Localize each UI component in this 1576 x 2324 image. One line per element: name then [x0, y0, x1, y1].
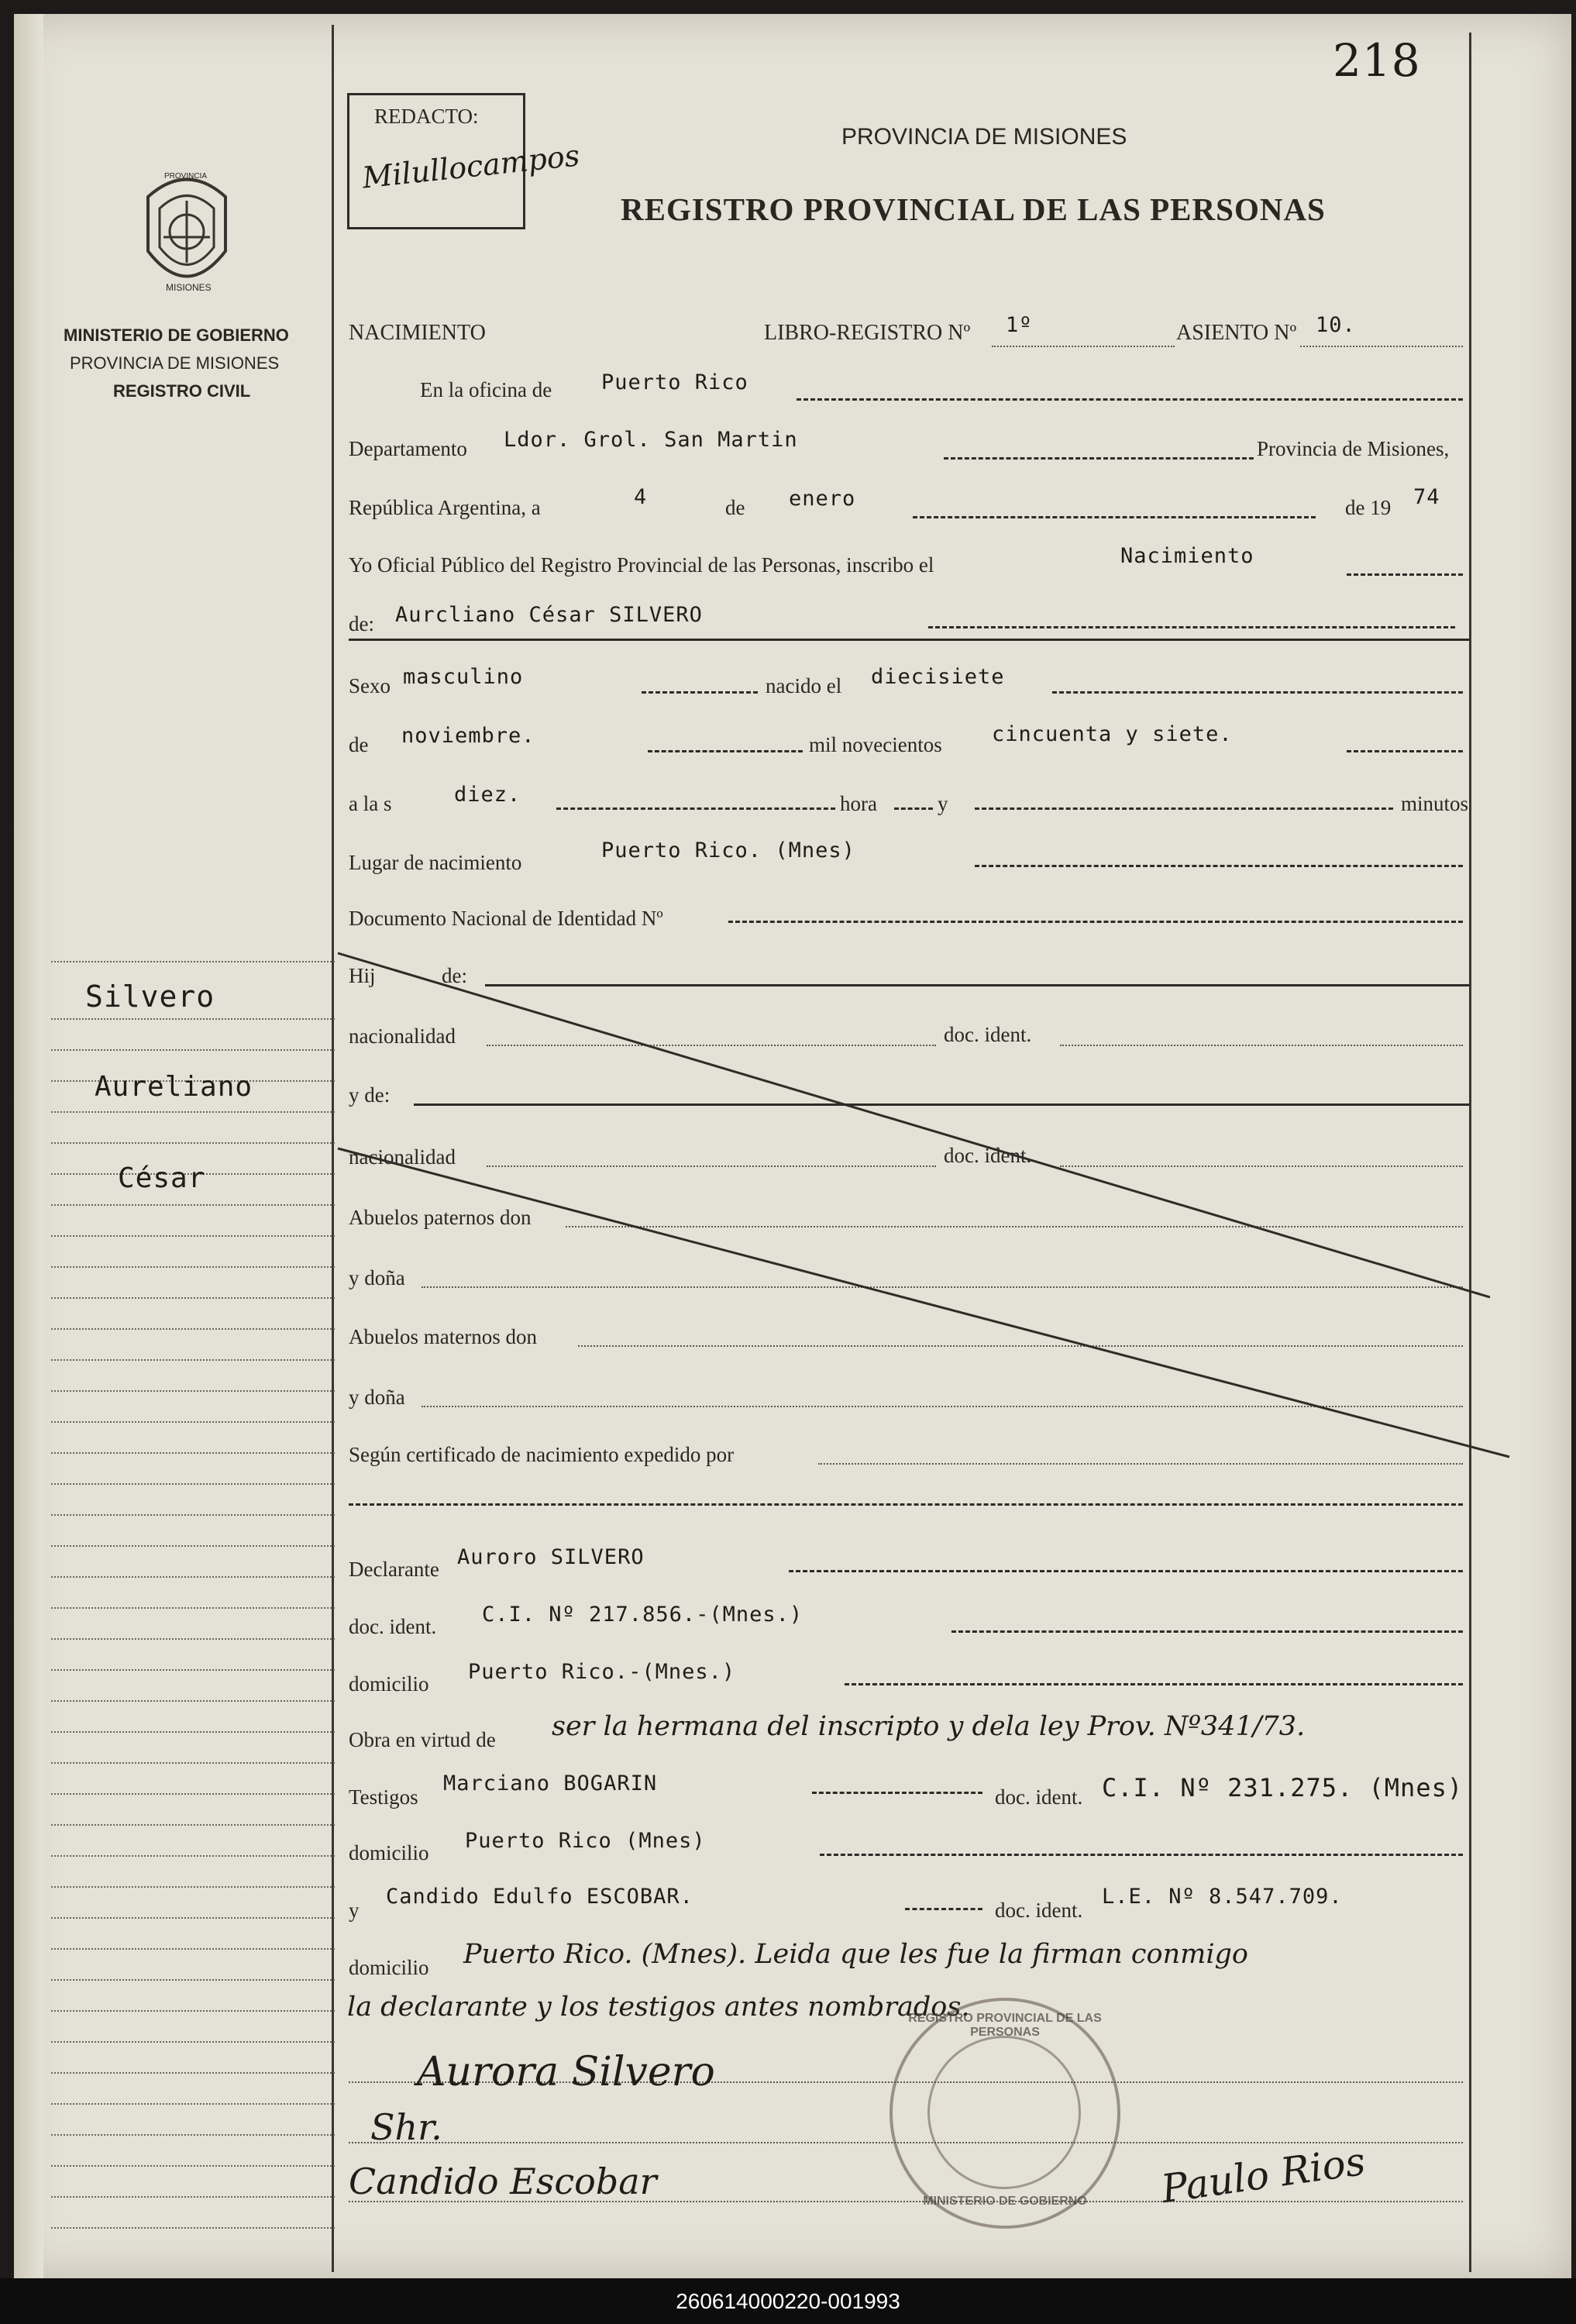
- sexo-value: masculino: [403, 665, 524, 689]
- closing-text: la declarante y los testigos antes nombrados.: [347, 1992, 970, 2023]
- redacto-label: REDACTO:: [374, 105, 479, 128]
- departamento-value: Ldor. Grol. San Martin: [504, 428, 798, 452]
- ministry-line-2: PROVINCIA DE MISIONES: [70, 353, 280, 373]
- document-page: [14, 14, 1571, 2278]
- domicilio-3-label: domicilio: [349, 1956, 429, 1979]
- docident-3-value: C.I. Nº 217.856.-(Mnes.): [482, 1603, 803, 1627]
- docident-3-label: doc. ident.: [349, 1615, 437, 1638]
- oficina-label: En la oficina de: [420, 378, 552, 401]
- declarante-value: Auroro SILVERO: [457, 1545, 645, 1569]
- nacido-label: nacido el: [766, 674, 842, 697]
- signature-testigo-2: Candido Escobar: [349, 2160, 657, 2202]
- docident-2-label: doc. ident.: [944, 1144, 1032, 1167]
- testigo-1-value: Marciano BOGARIN: [443, 1771, 658, 1796]
- libro-value: 1º: [1006, 313, 1033, 337]
- yde-label: y de:: [349, 1083, 391, 1107]
- signature-oficial: Paulo Rios: [1158, 2138, 1368, 2212]
- nacionalidad-2-label: nacionalidad: [349, 1145, 456, 1169]
- asiento-label: ASIENTO Nº: [1176, 321, 1297, 345]
- mes-nacimiento: noviembre.: [401, 724, 535, 748]
- mil-label: mil novecientos: [809, 733, 942, 756]
- hij-de-label: de:: [442, 964, 467, 987]
- scan-id-footer: 260614000220-001993: [0, 2278, 1576, 2324]
- domicilio-1-label: domicilio: [349, 1672, 429, 1696]
- seal-top-text: PROVINCIA: [164, 172, 208, 181]
- asiento-value: 10.: [1316, 313, 1356, 337]
- docident-5-value: L.E. Nº 8.547.709.: [1102, 1885, 1343, 1909]
- alas-label: a la s: [349, 792, 392, 815]
- testigo-2-value: Candido Edulfo ESCOBAR.: [386, 1885, 693, 1909]
- margin-note-first-name: Aureliano: [95, 1071, 253, 1103]
- oficina-value: Puerto Rico: [601, 370, 748, 394]
- record-type: NACIMIENTO: [349, 321, 486, 345]
- de-anio-label: de 19: [1345, 496, 1392, 519]
- oficial-value: Nacimiento: [1120, 544, 1254, 568]
- margin-note-surname: Silvero: [85, 980, 215, 1014]
- obra-label: Obra en virtud de: [349, 1728, 496, 1751]
- departamento-label: Departamento: [349, 437, 467, 460]
- anio-value: 74: [1413, 485, 1440, 509]
- provincia-label: Provincia de Misiones,: [1257, 437, 1450, 460]
- declarante-dash: [789, 1570, 1463, 1572]
- libro-label: LIBRO-REGISTRO Nº: [764, 321, 971, 345]
- declarante-label: Declarante: [349, 1558, 439, 1581]
- docident-4-value: C.I. Nº 231.275. (Mnes): [1102, 1773, 1464, 1802]
- nacionalidad-1-label: nacionalidad: [349, 1024, 456, 1048]
- domicilio-3-value: Puerto Rico. (Mnes). Leida que les fue la firman conmigo: [463, 1939, 1248, 1970]
- de-label: de: [725, 496, 745, 519]
- minutos-label: minutos: [1401, 792, 1469, 815]
- republica-label: República Argentina, a: [349, 496, 541, 519]
- docident-4-label: doc. ident.: [995, 1785, 1083, 1809]
- redacto-signature: Milullocampos: [360, 138, 582, 195]
- page-title: REGISTRO PROVINCIAL DE LAS PERSONAS: [621, 191, 1326, 227]
- page-number: 218: [1333, 34, 1421, 87]
- oficial-label: Yo Oficial Público del Registro Provincial de las Personas, inscribo el: [349, 553, 934, 577]
- anio-nacimiento: cincuenta y siete.: [992, 722, 1233, 746]
- sexo-label: Sexo: [349, 674, 391, 697]
- hij-label: Hij: [349, 964, 376, 987]
- official-stamp: [890, 1998, 1120, 2229]
- ydona-1-label: y doña: [349, 1266, 405, 1289]
- testigo-2-dash: [905, 1908, 982, 1910]
- docident-5-label: doc. ident.: [995, 1899, 1083, 1922]
- ministry-line-1: MINISTERIO DE GOBIERNO: [64, 325, 289, 345]
- domicilio-1-value: Puerto Rico.-(Mnes.): [468, 1660, 736, 1684]
- nacido-value: diecisiete: [871, 665, 1005, 689]
- docident-3-dash: [951, 1630, 1463, 1633]
- abuelos-maternos-label: Abuelos maternos don: [349, 1325, 537, 1348]
- y-label: y: [938, 792, 948, 815]
- testigos-label: Testigos: [349, 1785, 418, 1809]
- domicilio-2-value: Puerto Rico (Mnes): [465, 1829, 706, 1853]
- inscripto-nombre: Aurcliano César SILVERO: [395, 603, 703, 627]
- dni-label: Documento Nacional de Identidad Nº: [349, 907, 663, 930]
- abuelos-paternos-label: Abuelos paternos don: [349, 1206, 532, 1229]
- header-province: PROVINCIA DE MISIONES: [841, 124, 1127, 150]
- lugar-label: Lugar de nacimiento: [349, 851, 522, 874]
- signature-testigo-1: Shr.: [370, 2106, 442, 2148]
- de-label-2: de:: [349, 612, 374, 635]
- ydona-2-label: y doña: [349, 1386, 405, 1409]
- dia-value: 4: [634, 485, 648, 509]
- obra-value: ser la hermana del inscripto y dela ley Prov. Nº341/73.: [552, 1711, 1306, 1742]
- testigo-1-dash: [812, 1792, 982, 1794]
- certificado-label: Según certificado de nacimiento expedido por: [349, 1443, 735, 1466]
- mes-value: enero: [789, 487, 856, 511]
- hora-value: diez.: [454, 783, 521, 807]
- stamp-bottom-text: MINISTERIO DE GOBIERNO: [923, 2195, 1087, 2208]
- domicilio-2-label: domicilio: [349, 1841, 429, 1864]
- stamp-top-text: REGISTRO PROVINCIAL DE LAS PERSONAS: [908, 2012, 1102, 2039]
- margin-note-second-name: César: [118, 1162, 206, 1194]
- domicilio-1-dash: [845, 1683, 1463, 1685]
- docident-1-label: doc. ident.: [944, 1023, 1032, 1046]
- domicilio-2-dash: [820, 1854, 1463, 1856]
- ministry-line-3: REGISTRO CIVIL: [113, 381, 251, 401]
- hora-label: hora: [840, 792, 877, 815]
- y-label-2: y: [349, 1899, 360, 1922]
- de-label-3: de: [349, 733, 369, 756]
- lugar-value: Puerto Rico. (Mnes): [601, 838, 855, 862]
- seal-bottom-text: MISIONES: [166, 282, 212, 293]
- signature-declarante: Aurora Silvero: [417, 2049, 715, 2095]
